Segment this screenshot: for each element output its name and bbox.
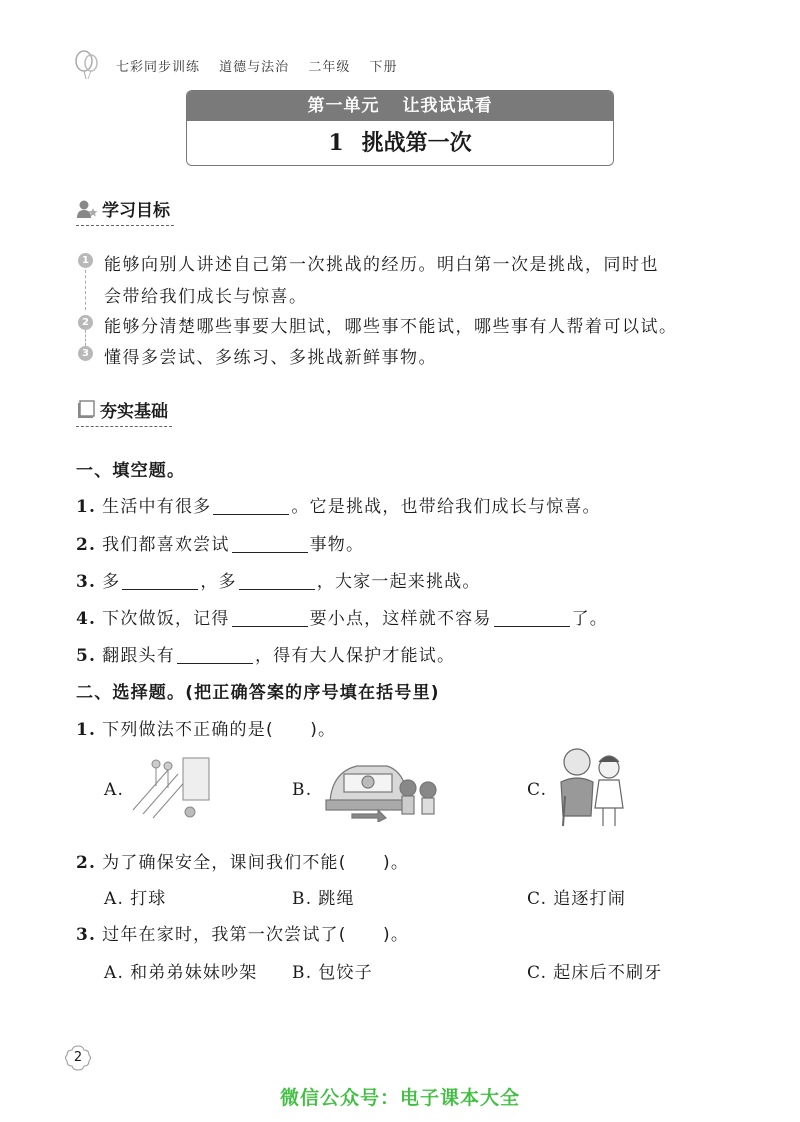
fill-question-3: 3. 多 ，多 ，大家一起来挑战。 (76, 572, 481, 592)
answer-blank[interactable] (232, 608, 308, 627)
header-subject: 道德与法治 (219, 60, 290, 75)
answer-blank[interactable] (232, 534, 308, 553)
page-number-badge (64, 1044, 92, 1072)
answer-blank[interactable] (177, 645, 253, 664)
fill-section-title: 一、填空题。 (76, 461, 186, 481)
lesson-title (187, 121, 613, 165)
unit-title-bar (187, 91, 613, 121)
answer-blank[interactable] (239, 571, 315, 590)
student-star-icon (76, 199, 98, 219)
objectives-heading-text: 学习目标 (102, 201, 170, 221)
objective-1-line-2: 会带给我们成长与惊喜。 (104, 287, 308, 307)
fill-question-5: 5. 翻跟头有 ，得有大人保护才能试。 (76, 646, 456, 666)
choice-2-option-c[interactable]: C. 追逐打闹 (527, 889, 627, 909)
car-and-children-illustration-icon (322, 752, 446, 822)
objectives-heading (76, 196, 170, 221)
choice-section-title: 二、选择题。(把正确答案的序号填在括号里) (76, 683, 440, 703)
answer-blank[interactable] (122, 571, 198, 590)
choice-1-option-b[interactable]: B. (292, 780, 313, 800)
choice-question-3: 3. 过年在家时，我第一次尝试了( )。 (76, 925, 410, 945)
fill-question-1: 1. 生活中有很多 。它是挑战，也带给我们成长与惊喜。 (76, 497, 601, 517)
unit-label: 第一单元 (307, 96, 380, 116)
page-number: 2 (73, 1050, 83, 1065)
choice-question-2: 2. 为了确保安全，课间我们不能( )。 (76, 853, 410, 873)
unit-banner (186, 90, 614, 166)
basics-heading (76, 397, 168, 422)
basics-heading-text: 夯实基础 (100, 402, 168, 422)
objective-bullet-3: 3 (78, 346, 93, 361)
notebook-icon (76, 400, 96, 420)
choice-2-option-a[interactable]: A. 打球 (104, 889, 167, 909)
lesson-number: 1 (328, 130, 344, 156)
unit-title: 让我试试看 (402, 96, 493, 116)
choice-3-option-c[interactable]: C. 起床后不刷牙 (527, 963, 663, 983)
lesson-title-text: 挑战第一次 (361, 130, 472, 156)
objective-bullet-1: 1 (78, 253, 93, 268)
running-header (116, 56, 411, 75)
objective-connector (85, 330, 86, 346)
choice-question-1: 1. 下列做法不正确的是( )。 (76, 720, 337, 740)
header-term: 下册 (369, 60, 398, 75)
objective-connector (85, 270, 86, 310)
answer-blank[interactable] (494, 608, 570, 627)
footer-watermark: 微信公众号：电子课本大全 (279, 1087, 520, 1109)
objective-1-line-1: 能够向别人讲述自己第一次挑战的经历。明白第一次是挑战，同时也 (104, 255, 659, 275)
objective-3: 懂得多尝试、多练习、多挑战新鲜事物。 (104, 348, 437, 368)
answer-blank[interactable] (213, 496, 289, 515)
header-series: 七彩同步训练 (116, 60, 201, 75)
balloon-logo-icon (74, 50, 100, 80)
choice-1-option-c[interactable]: C. (527, 780, 548, 800)
objective-bullet-2: 2 (78, 315, 93, 330)
choice-3-option-a[interactable]: A. 和弟弟妹妹吵架 (104, 963, 258, 983)
grandpa-and-girl-illustration-icon (553, 746, 629, 828)
objective-2: 能够分清楚哪些事要大胆试，哪些事不能试，哪些事有人帮着可以试。 (104, 317, 678, 337)
choice-2-option-b[interactable]: B. 跳绳 (292, 889, 355, 909)
fill-question-4: 4. 下次做饭，记得 要小点，这样就不容易 了。 (76, 609, 608, 629)
header-grade: 二年级 (308, 60, 351, 75)
choice-1-option-a[interactable]: A. (104, 780, 125, 800)
crosswalk-illustration-icon (128, 750, 212, 822)
fill-question-2: 2. 我们都喜欢尝试 事物。 (76, 535, 365, 555)
choice-3-option-b[interactable]: B. 包饺子 (292, 963, 373, 983)
